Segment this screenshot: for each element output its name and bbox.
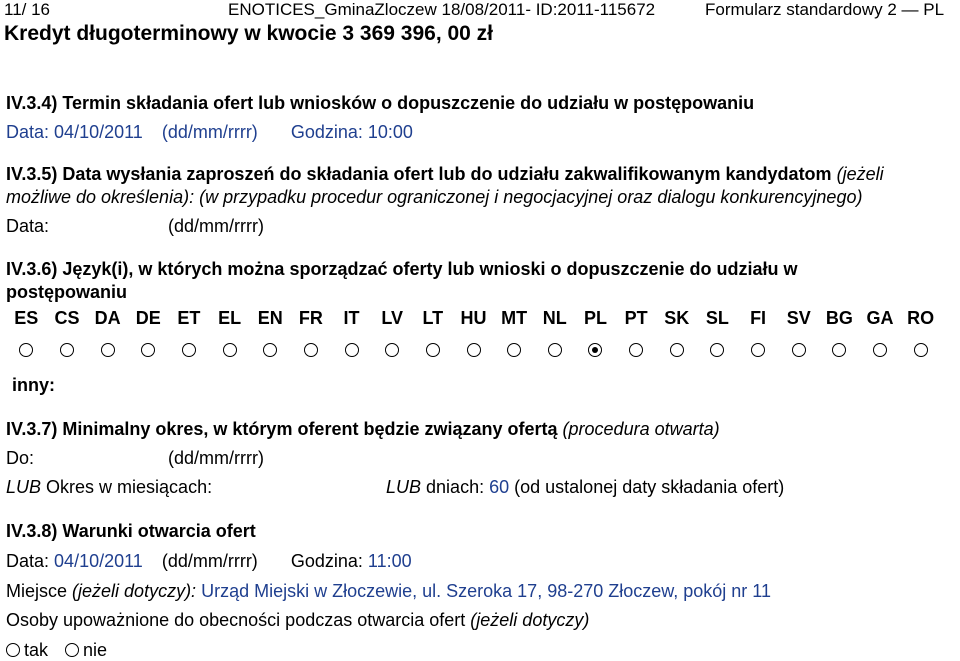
language-radio-ro[interactable] (914, 343, 928, 357)
language-code-nl: NL (542, 308, 567, 328)
heading-text: IV.3.5) Data wysłania zaproszeń do składania ofert lub do udziału zakwalifikowanym kandydatom (6, 164, 832, 184)
section-heading-iv-3-6: IV.3.6) Język(i), w których można sporządzać oferty lub wnioski o dopuszczenie do udziału w (6, 259, 798, 279)
heading-text: IV.3.7) Minimalny okres, w którym oferent będzie związany ofertą (6, 419, 558, 439)
section-heading-iv-3-7 (6, 419, 720, 440)
language-code-pt: PT (624, 308, 648, 328)
date-label: Data: (6, 551, 50, 571)
language-radio-da[interactable] (101, 343, 115, 357)
language-code-mt: MT (501, 308, 528, 328)
section-heading-iv-3-6-cont: postępowaniu (6, 282, 127, 302)
language-radio-es[interactable] (19, 343, 33, 357)
language-code-it: IT (343, 308, 360, 328)
opening-place-row (6, 581, 771, 602)
persons-note: (jeżeli dotyczy) (470, 610, 590, 630)
language-radio-pt[interactable] (629, 343, 643, 357)
language-radio-en[interactable] (263, 343, 277, 357)
language-radio-sl[interactable] (710, 343, 724, 357)
submission-deadline-row (6, 122, 413, 143)
days-label: dniach: (426, 477, 485, 497)
language-code-hu: HU (460, 308, 487, 328)
language-code-en: EN (257, 308, 283, 328)
language-radio-fr[interactable] (304, 343, 318, 357)
heading-italic: (procedura otwarta) (562, 419, 720, 439)
language-code-bg: BG (825, 308, 853, 328)
language-radio-sv[interactable] (792, 343, 806, 357)
language-code-lt: LT (422, 308, 444, 328)
date-format: (dd/mm/rrrr) (161, 122, 258, 142)
language-code-de: DE (135, 308, 161, 328)
language-radio-nl[interactable] (548, 343, 562, 357)
language-code-sl: SL (705, 308, 729, 328)
time-label: Godzina: (290, 551, 363, 571)
document-title: Kredyt długoterminowy w kwocie 3 369 396, 00 zł (4, 22, 494, 45)
binding-months-row (6, 477, 212, 498)
form-type: Formularz standardowy 2 — PL (705, 0, 945, 19)
no-label: nie (83, 640, 108, 660)
language-radio-lt[interactable] (426, 343, 440, 357)
language-radio-el[interactable] (223, 343, 237, 357)
language-radio-fi[interactable] (751, 343, 765, 357)
language-radio-mt[interactable] (507, 343, 521, 357)
date-value: 04/10/2011 (54, 122, 143, 142)
language-code-ro: RO (907, 308, 935, 328)
language-code-cs: CS (54, 308, 80, 328)
language-radio-et[interactable] (182, 343, 196, 357)
months-label: Okres w miesiącach: (46, 477, 213, 497)
place-value: Urząd Miejski w Złoczewie, ul. Szeroka 17, 98-270 Złoczew, pokój nr 11 (201, 581, 771, 601)
language-code-fr: FR (298, 308, 323, 328)
language-code-fi: FI (750, 308, 767, 328)
or-label: LUB (386, 477, 422, 497)
authorized-persons-row (6, 610, 589, 631)
section-heading-iv-3-4: IV.3.4) Termin składania ofert lub wniosków o dopuszczenie do udziału w postępowaniu (6, 93, 755, 113)
language-code-es: ES (14, 308, 39, 328)
language-code-da: DA (94, 308, 121, 328)
binding-to-label: Do: (6, 448, 35, 468)
language-code-sk: SK (664, 308, 690, 328)
invitation-date-label: Data: (6, 216, 50, 236)
heading-italic: (jeżeli (836, 164, 884, 184)
language-radio-lv[interactable] (385, 343, 399, 357)
yes-label: tak (24, 640, 49, 660)
language-code-sv: SV (786, 308, 811, 328)
place-note: (jeżeli dotyczy): (72, 581, 197, 601)
language-radio-sk[interactable] (670, 343, 684, 357)
time-value: 10:00 (367, 122, 413, 142)
language-radio-de[interactable] (141, 343, 155, 357)
opening-date-row (6, 551, 412, 572)
authorized-persons-options (6, 640, 107, 661)
section-heading-iv-3-8: IV.3.8) Warunki otwarcia ofert (6, 521, 256, 541)
place-label: Miejsce (6, 581, 68, 601)
time-label: Godzina: (290, 122, 363, 142)
language-code-ga: GA (866, 308, 894, 328)
binding-to-format: (dd/mm/rrrr) (168, 448, 264, 468)
yes-radio[interactable] (6, 643, 20, 657)
page-number: 11/ 16 (4, 0, 51, 19)
document-id: ENOTICES_GminaZloczew 18/08/2011- ID:2011-115672 (228, 0, 656, 19)
section-iv-3-5-note: możliwe do określenia): (w przypadku procedur ograniczonej i negocjacyjnej oraz dialogu konkurencyjnego) (6, 187, 863, 207)
invitation-date-format: (dd/mm/rrrr) (168, 216, 264, 236)
section-heading-iv-3-5 (6, 164, 884, 185)
language-radio-pl[interactable] (588, 343, 602, 357)
language-code-pl: PL (583, 308, 607, 328)
binding-days-row (386, 477, 784, 498)
language-radio-cs[interactable] (60, 343, 74, 357)
language-code-et: ET (177, 308, 201, 328)
language-radio-ga[interactable] (873, 343, 887, 357)
persons-label: Osoby upoważnione do obecności podczas otwarcia ofert (6, 610, 466, 630)
days-value: 60 (489, 477, 510, 497)
date-value: 04/10/2011 (54, 551, 143, 571)
language-radio-hu[interactable] (467, 343, 481, 357)
or-label: LUB (6, 477, 42, 497)
language-code-el: EL (218, 308, 242, 328)
language-radio-bg[interactable] (832, 343, 846, 357)
time-value: 11:00 (367, 551, 412, 571)
other-language-label: inny: (12, 375, 55, 395)
days-note: (od ustalonej daty składania ofert) (514, 477, 785, 497)
language-code-lv: LV (381, 308, 404, 328)
date-format: (dd/mm/rrrr) (161, 551, 258, 571)
date-label: Data: (6, 122, 50, 142)
no-radio[interactable] (65, 643, 79, 657)
language-radio-it[interactable] (345, 343, 359, 357)
